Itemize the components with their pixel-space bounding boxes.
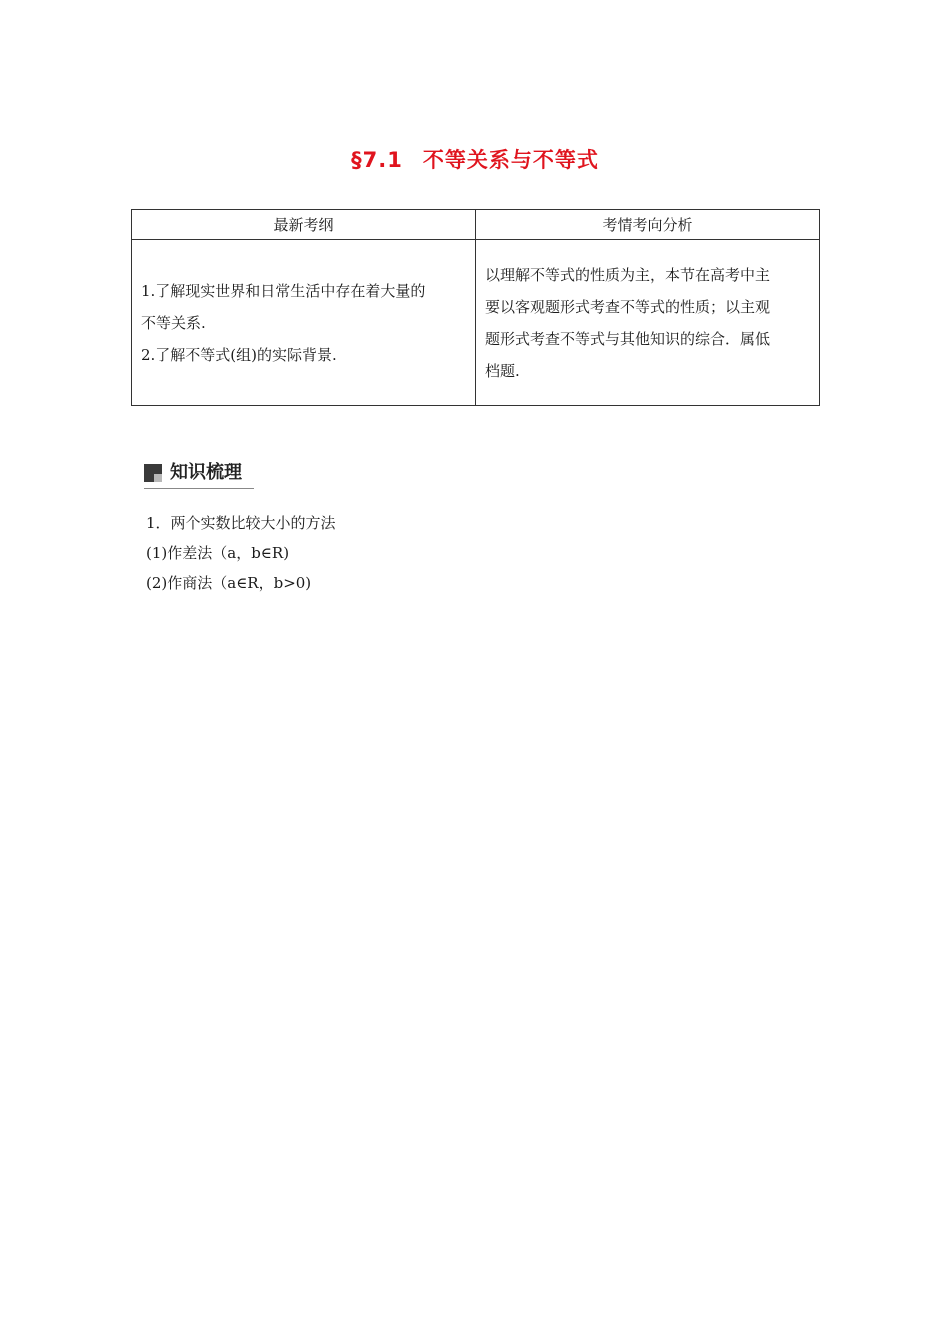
section-number: §7.1 [351, 148, 403, 172]
section-heading [144, 460, 254, 489]
square-block-icon [144, 464, 162, 482]
table-row [132, 240, 820, 406]
outline-line: 不等关系. [141, 313, 206, 332]
header-exam-analysis: 考情考向分析 [476, 210, 820, 240]
section-title-text: 不等关系与不等式 [422, 148, 599, 172]
outline-line: 1.了解现实世界和日常生活中存在着大量的 [141, 281, 426, 300]
knowledge-content [146, 508, 336, 598]
outline-cell [132, 240, 476, 406]
list-item: 1．两个实数比较大小的方法 [146, 514, 336, 532]
analysis-line: 题形式考查不等式与其他知识的综合．属低 [485, 329, 771, 348]
table-header-row [132, 210, 820, 240]
analysis-line: 档题. [485, 361, 520, 380]
list-item: (2)作商法（a∈R，b>0) [146, 574, 312, 592]
analysis-line: 以理解不等式的性质为主，本节在高考中主 [485, 265, 771, 284]
outline-table [131, 209, 820, 406]
analysis-line: 要以客观题形式考查不等式的性质；以主观 [485, 297, 771, 316]
analysis-cell [476, 240, 820, 406]
outline-line: 2.了解不等式(组)的实际背景. [141, 345, 337, 364]
section-heading-title: 知识梳理 [170, 462, 242, 483]
page-title [0, 144, 950, 174]
header-latest-outline: 最新考纲 [132, 210, 476, 240]
list-item: (1)作差法（a，b∈R) [146, 544, 290, 562]
